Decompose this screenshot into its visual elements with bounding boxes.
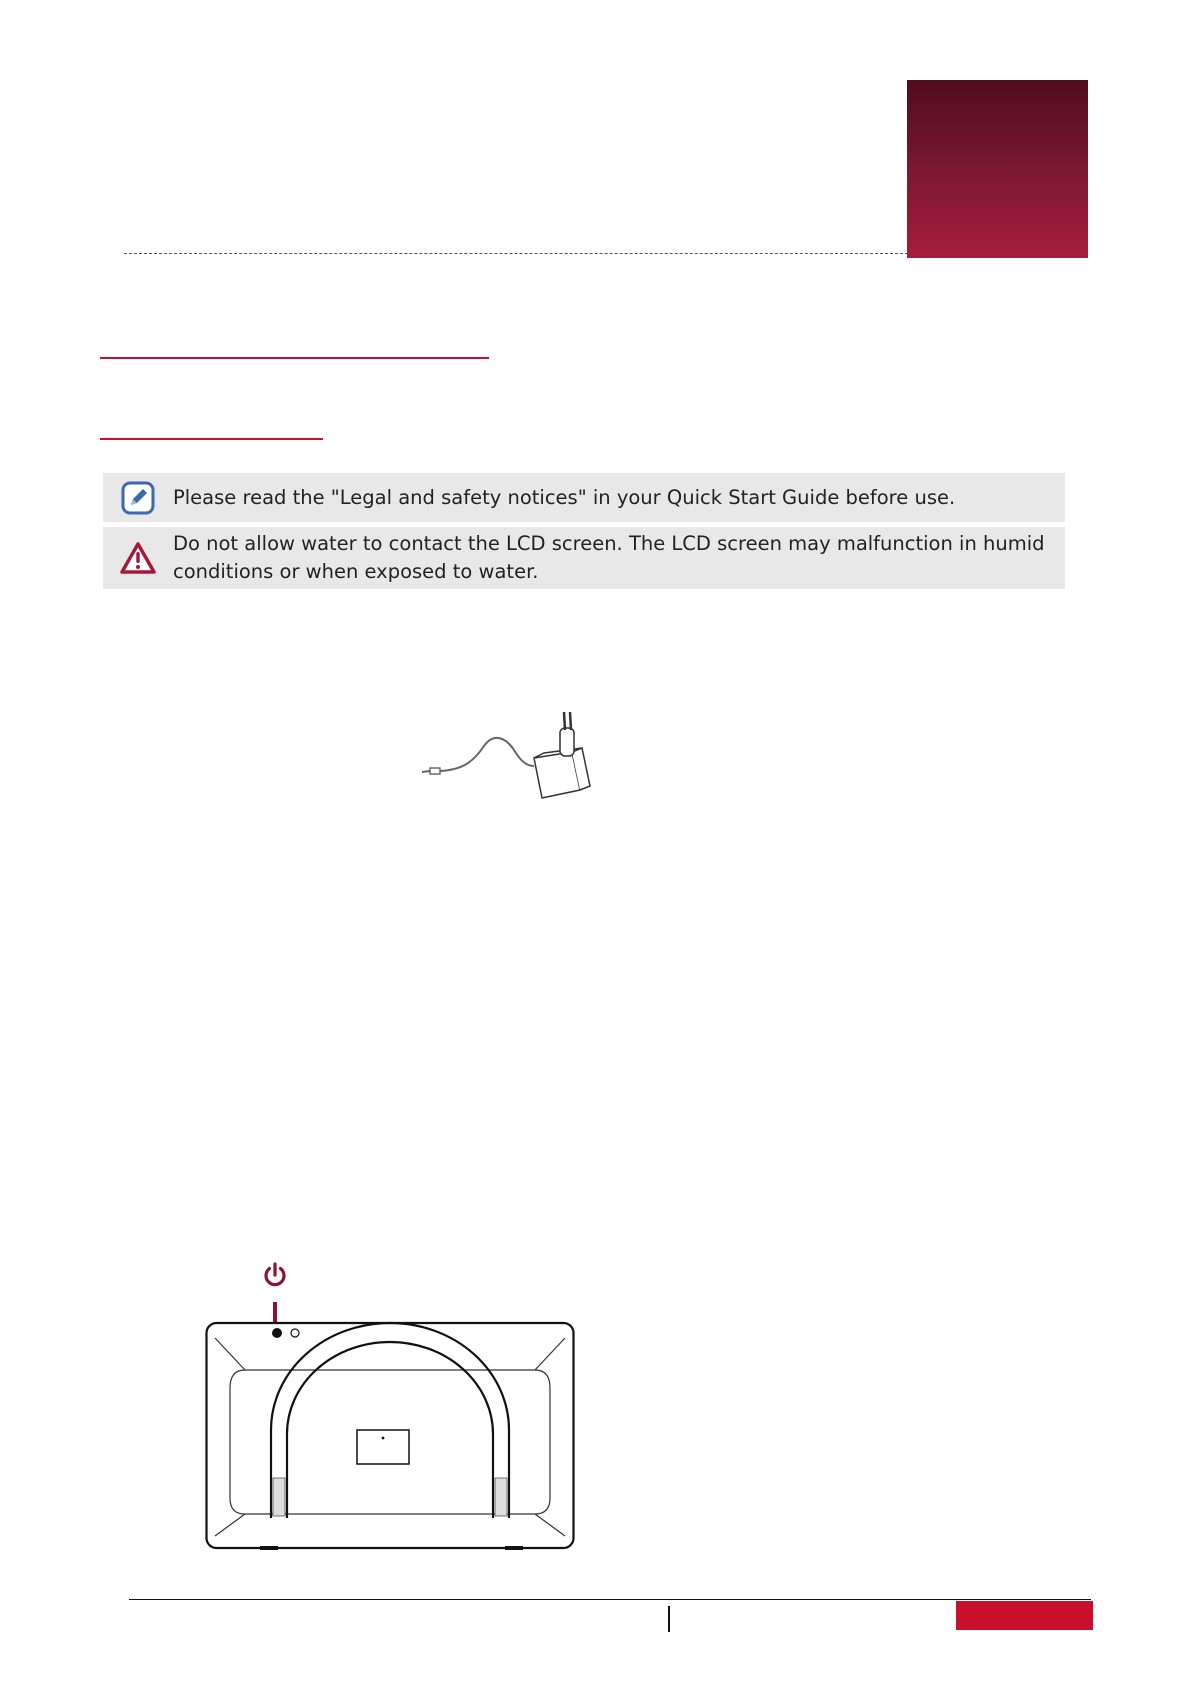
warning-box <box>103 527 1065 589</box>
chapter-tab <box>907 80 1088 258</box>
footer-separator <box>668 1606 670 1632</box>
footer-divider <box>129 1599 1091 1600</box>
tablet-back-illustration <box>205 1318 575 1550</box>
power-adapter-illustration <box>410 706 630 836</box>
section-heading-underline <box>100 357 489 359</box>
subsection-heading-underline <box>100 438 323 440</box>
notice-text: Please read the "Legal and safety notices" in your Quick Start Guide before use. <box>173 485 956 509</box>
warning-text: Do not allow water to contact the LCD screen. The LCD screen may malfunction in humid conditions or when exposed to water. <box>173 532 1045 583</box>
power-icon <box>261 1261 289 1289</box>
footer-page-tab <box>956 1601 1093 1630</box>
header-divider <box>124 253 908 254</box>
pencil-note-icon <box>103 481 173 515</box>
warning-icon <box>103 541 173 575</box>
notice-box <box>103 473 1065 522</box>
